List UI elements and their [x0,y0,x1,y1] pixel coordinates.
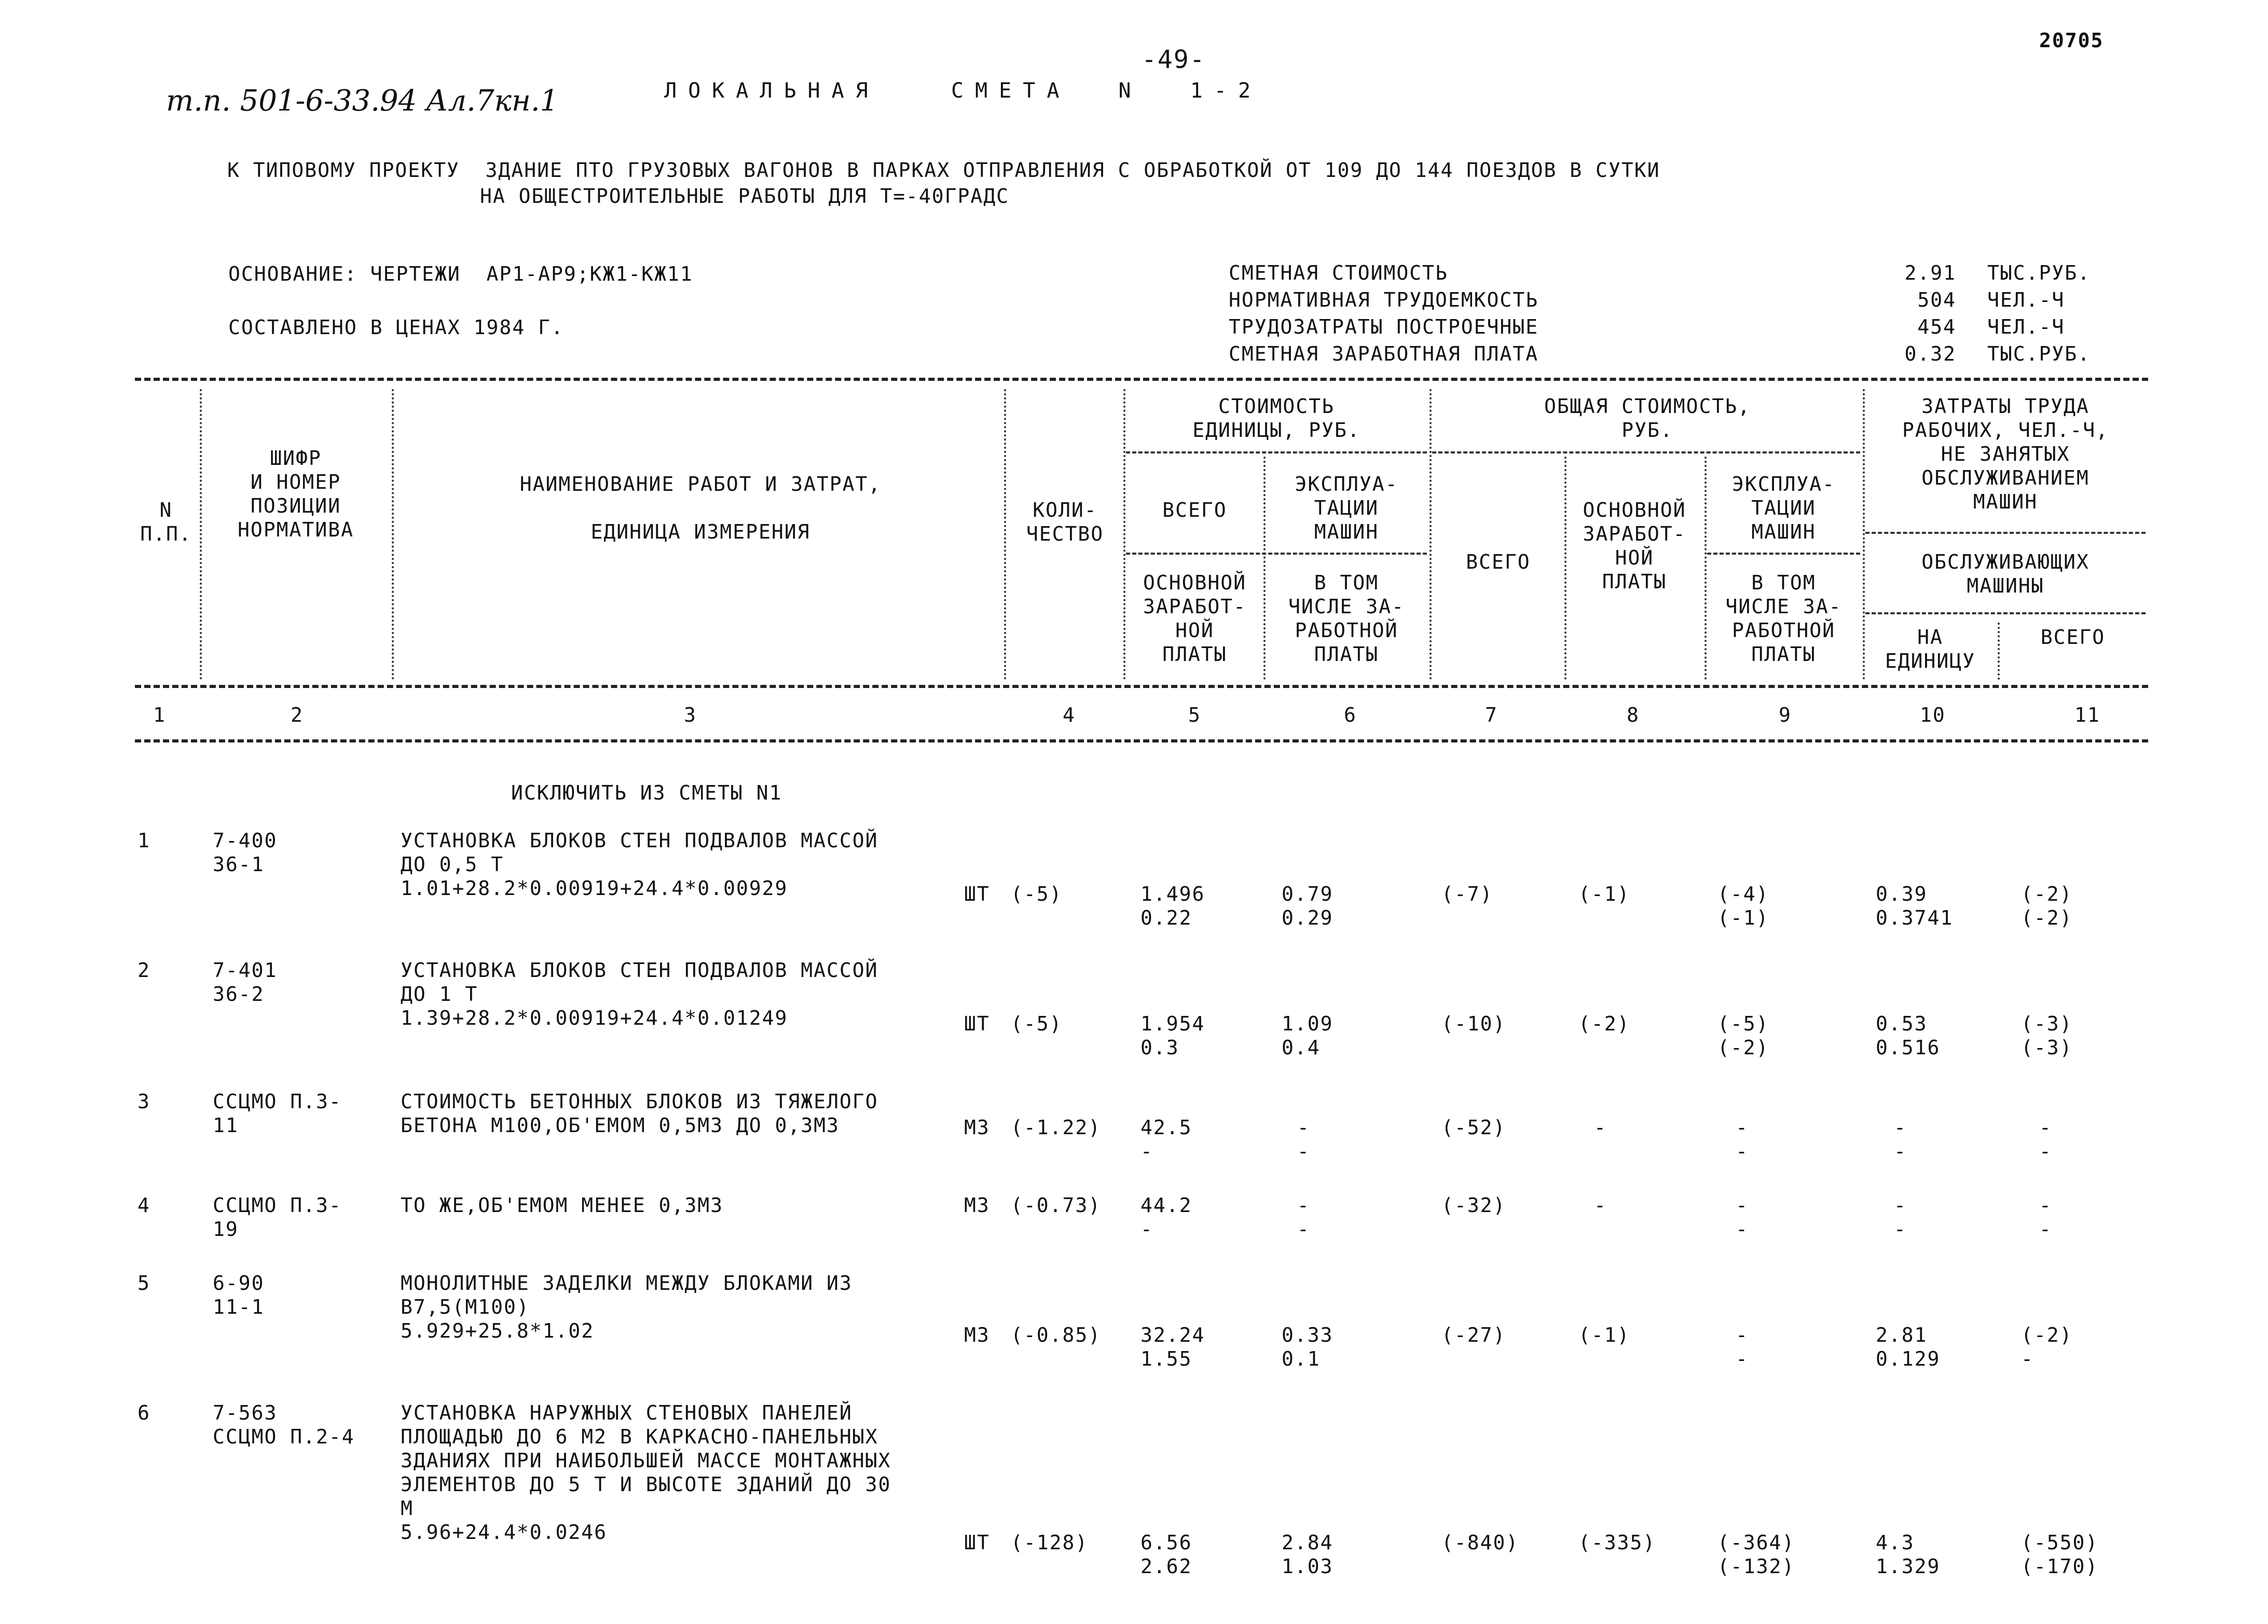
column-divider [1123,389,1125,680]
row-total-wages: (-335) [1578,1531,1656,1554]
row-code: 7-563 ССЦМО П.2-4 [213,1401,355,1448]
page-number: -49- [1142,45,1206,74]
row-total-machines: - - [1736,1194,1749,1241]
basis-text: ОСНОВАНИЕ: ЧЕРТЕЖИ АР1-АР9;КЖ1-КЖ11 [228,263,693,285]
column-number: 5 [1188,704,1201,726]
column-divider [392,389,394,680]
col-header-total-wages: ОСНОВНОЙ ЗАРАБОТ- НОЙ ПЛАТЫ [1583,499,1686,593]
row-labor-per-unit: 4.3 1.329 [1876,1531,1941,1578]
row-labor-total: - - [2039,1116,2052,1163]
row-total-wages: - [1594,1116,1607,1139]
row-unit: М3 [964,1194,990,1217]
col-header-total: ВСЕГО [1466,550,1531,573]
row-labor-total: (-2) - [2021,1324,2073,1370]
col-header-total-cost: ОБЩАЯ СТОИМОСТЬ, РУБ. [1544,395,1751,442]
summary-label: СМЕТНАЯ СТОИМОСТЬ [1229,262,1448,284]
row-unit-cost: 42.5 - [1140,1116,1192,1163]
column-number: 9 [1779,704,1792,726]
summary-unit: ЧЕЛ.-Ч [1987,288,2065,311]
col-header-total-machine-wages: В ТОМ ЧИСЛЕ ЗА- РАБОТНОЙ ПЛАТЫ [1725,571,1842,666]
prices-text: СОСТАВЛЕНО В ЦЕНАХ 1984 Г. [228,316,564,339]
summary-value: 504 [1917,288,1956,311]
row-code: 6-90 11-1 [213,1272,265,1318]
col-header-unit-machines: ЭКСПЛУА- ТАЦИИ МАШИН [1295,473,1398,543]
row-unit: М3 [964,1116,990,1139]
col-header-number: N П.П. [140,499,192,545]
row-number: 6 [138,1401,150,1424]
row-code: 7-401 36-2 [213,959,278,1006]
summary-label: ТРУДОЗАТРАТЫ ПОСТРОЕЧНЫЕ [1229,315,1539,338]
row-code: 7-400 36-1 [213,829,278,876]
column-divider [1564,457,1566,680]
row-quantity: (-0.73) [1011,1194,1102,1217]
header-top-rule [135,378,2148,381]
row-total: (-52) [1441,1116,1506,1139]
header-bottom-rule [135,685,2148,688]
row-quantity: (-5) [1011,883,1063,905]
row-labor-per-unit: - - [1894,1194,1907,1241]
col-header-unit-machine-wages: В ТОМ ЧИСЛЕ ЗА- РАБОТНОЙ ПЛАТЫ [1288,571,1405,666]
row-name: УСТАНОВКА НАРУЖНЫХ СТЕНОВЫХ ПАНЕЛЕЙ ПЛОЩАДЬЮ ДО 6 М2 В КАРКАСНО-ПАНЕЛЬНЫХ ЗДАНИЯХ ПРИ НАИБОЛЬШЕЙ МАССЕ МОНТАЖНЫХ ЭЛЕМЕНТОВ ДО 5 Т И ВЫСОТЕ ЗДАНИЙ ДО 30 М 5.96+24.4*0.0246 [401,1401,891,1544]
subtitle-line-1: К ТИПОВОМУ ПРОЕКТУ ЗДАНИЕ ПТО ГРУЗОВЫХ ВАГОНОВ В ПАРКАХ ОТПРАВЛЕНИЯ С ОБРАБОТКОЙ ОТ 109 ДО 144 ПОЕЗДОВ В СУТКИ [227,159,1660,182]
column-divider [1705,457,1707,680]
row-total-machines: - - [1736,1324,1749,1370]
row-name: УСТАНОВКА БЛОКОВ СТЕН ПОДВАЛОВ МАССОЙ ДО 1 Т 1.39+28.2*0.00919+24.4*0.01249 [401,959,878,1029]
row-name: МОНОЛИТНЫЕ ЗАДЕЛКИ МЕЖДУ БЛОКАМИ ИЗ В7,5(М100) 5.929+25.8*1.02 [401,1272,853,1342]
row-labor-total: - - [2039,1194,2052,1241]
summary-unit: ТЫС.РУБ. [1987,262,2091,284]
column-divider [1998,623,2000,680]
row-name: ТО ЖЕ,ОБ'ЕМОМ МЕНЕЕ 0,3М3 [401,1194,723,1217]
col-header-code: ШИФР И НОМЕР ПОЗИЦИИ НОРМАТИВА [238,447,354,541]
row-quantity: (-5) [1011,1012,1063,1035]
document-title: ЛОКАЛЬНАЯ СМЕТА N 1-2 [664,79,1262,103]
row-labor-per-unit: 0.39 0.3741 [1876,883,1954,929]
column-divider [200,389,202,680]
row-total: (-840) [1441,1531,1519,1554]
row-unit: М3 [964,1324,990,1346]
column-number: 11 [2074,704,2100,726]
row-total: (-10) [1441,1012,1506,1035]
row-labor-total: (-3) (-3) [2021,1012,2073,1059]
row-name: УСТАНОВКА БЛОКОВ СТЕН ПОДВАЛОВ МАССОЙ ДО 0,5 Т 1.01+28.2*0.00919+24.4*0.00929 [401,829,878,900]
summary-value: 454 [1917,315,1956,338]
row-total-machines: (-4) (-1) [1717,883,1769,929]
row-total-wages: (-2) [1578,1012,1630,1035]
col-header-total-machines: ЭКСПЛУА- ТАЦИИ МАШИН [1731,473,1836,543]
row-unit-cost: 1.496 0.22 [1140,883,1205,929]
row-total-machines: (-5) (-2) [1717,1012,1769,1059]
row-labor-per-unit: 2.81 0.129 [1876,1324,1941,1370]
column-divider [1429,389,1432,680]
subtitle-line-2: НА ОБЩЕСТРОИТЕЛЬНЫЕ РАБОТЫ ДЛЯ Т=-40ГРАДС [480,185,1009,208]
row-code: ССЦМО П.3- 11 [213,1090,342,1137]
col-header-unit-cost: СТОИМОСТЬ ЕДИНИЦЫ, РУБ. [1192,395,1360,442]
col-header-per-unit: НА ЕДИНИЦУ [1885,626,1976,672]
row-number: 4 [138,1194,150,1217]
row-unit: ШТ [964,883,990,905]
sub-rule [1865,612,2146,614]
column-number: 3 [684,704,697,726]
row-total: (-32) [1441,1194,1506,1217]
row-labor-per-unit: - - [1894,1116,1907,1163]
col-header-quantity: КОЛИ- ЧЕСТВО [1026,499,1104,545]
row-unit-cost: 44.2 - [1140,1194,1192,1241]
handwritten-reference: т.п. 501-6-33.94 Ал.7кн.1 [166,84,559,118]
row-total: (-7) [1441,883,1493,905]
row-total-wages: (-1) [1578,883,1630,905]
row-number: 3 [138,1090,150,1113]
row-total-wages: - [1594,1194,1607,1217]
row-unit-machines: - - [1297,1116,1310,1163]
row-total: (-27) [1441,1324,1506,1346]
col-header-labor-machines: ОБСЛУЖИВАЮЩИХ МАШИНЫ [1921,550,2090,597]
sub-rule [1126,451,1427,453]
row-total-machines: - - [1736,1116,1749,1163]
summary-value: 2.91 [1904,262,1956,284]
row-number: 5 [138,1272,150,1295]
column-number: 7 [1485,704,1498,726]
section-title: ИСКЛЮЧИТЬ ИЗ СМЕТЫ N1 [511,781,782,804]
column-divider [1004,389,1006,680]
column-divider [1863,389,1865,680]
row-quantity: (-128) [1011,1531,1089,1554]
row-code: ССЦМО П.3- 19 [213,1194,342,1241]
col-header-unit-total: ВСЕГО [1162,499,1227,521]
row-number: 1 [138,829,150,852]
summary-unit: ТЫС.РУБ. [1987,342,2091,365]
row-quantity: (-1.22) [1011,1116,1102,1139]
summary-unit: ЧЕЛ.-Ч [1987,315,2065,338]
column-number: 6 [1344,704,1357,726]
row-total-wages: (-1) [1578,1324,1630,1346]
sub-rule [1432,451,1860,453]
column-number: 4 [1063,704,1076,726]
sub-rule [1865,532,2146,534]
column-numbers-rule [135,739,2148,742]
row-total-machines: (-364) (-132) [1717,1531,1795,1578]
document-number: 20705 [2039,29,2104,52]
row-unit-cost: 32.24 1.55 [1140,1324,1205,1370]
row-unit-cost: 6.56 2.62 [1140,1531,1192,1578]
row-unit-machines: 0.79 0.29 [1282,883,1334,929]
row-labor-total: (-2) (-2) [2021,883,2073,929]
row-labor-per-unit: 0.53 0.516 [1876,1012,1941,1059]
column-divider [1263,457,1266,680]
col-header-unit-wages: ОСНОВНОЙ ЗАРАБОТ- НОЙ ПЛАТЫ [1143,571,1247,666]
column-number: 2 [291,704,304,726]
row-unit: ШТ [964,1531,990,1554]
col-header-labor-total: ВСЕГО [2040,626,2106,649]
summary-label: НОРМАТИВНАЯ ТРУДОЕМКОСТЬ [1229,288,1539,311]
row-unit-machines: - - [1297,1194,1310,1241]
row-unit-machines: 2.84 1.03 [1282,1531,1334,1578]
row-quantity: (-0.85) [1011,1324,1102,1346]
summary-label: СМЕТНАЯ ЗАРАБОТНАЯ ПЛАТА [1229,342,1539,365]
column-number: 1 [153,704,166,726]
col-header-name: НАИМЕНОВАНИЕ РАБОТ И ЗАТРАТ, ЕДИНИЦА ИЗМЕРЕНИЯ [519,473,882,543]
row-unit-cost: 1.954 0.3 [1140,1012,1205,1059]
row-unit-machines: 1.09 0.4 [1282,1012,1334,1059]
row-name: СТОИМОСТЬ БЕТОННЫХ БЛОКОВ ИЗ ТЯЖЕЛОГО БЕТОНА М100,ОБ'ЕМОМ 0,5М3 ДО 0,3М3 [401,1090,878,1137]
sub-rule [1707,553,1860,555]
row-unit: ШТ [964,1012,990,1035]
col-header-labor: ЗАТРАТЫ ТРУДА РАБОЧИХ, ЧЕЛ.-Ч, НЕ ЗАНЯТЫХ ОБСЛУЖИВАНИЕМ МАШИН [1902,395,2109,513]
row-number: 2 [138,959,150,982]
summary-value: 0.32 [1904,342,1956,365]
sub-rule [1126,553,1427,555]
row-unit-machines: 0.33 0.1 [1282,1324,1334,1370]
row-labor-total: (-550) (-170) [2021,1531,2099,1578]
column-number: 10 [1920,704,1946,726]
column-number: 8 [1627,704,1640,726]
